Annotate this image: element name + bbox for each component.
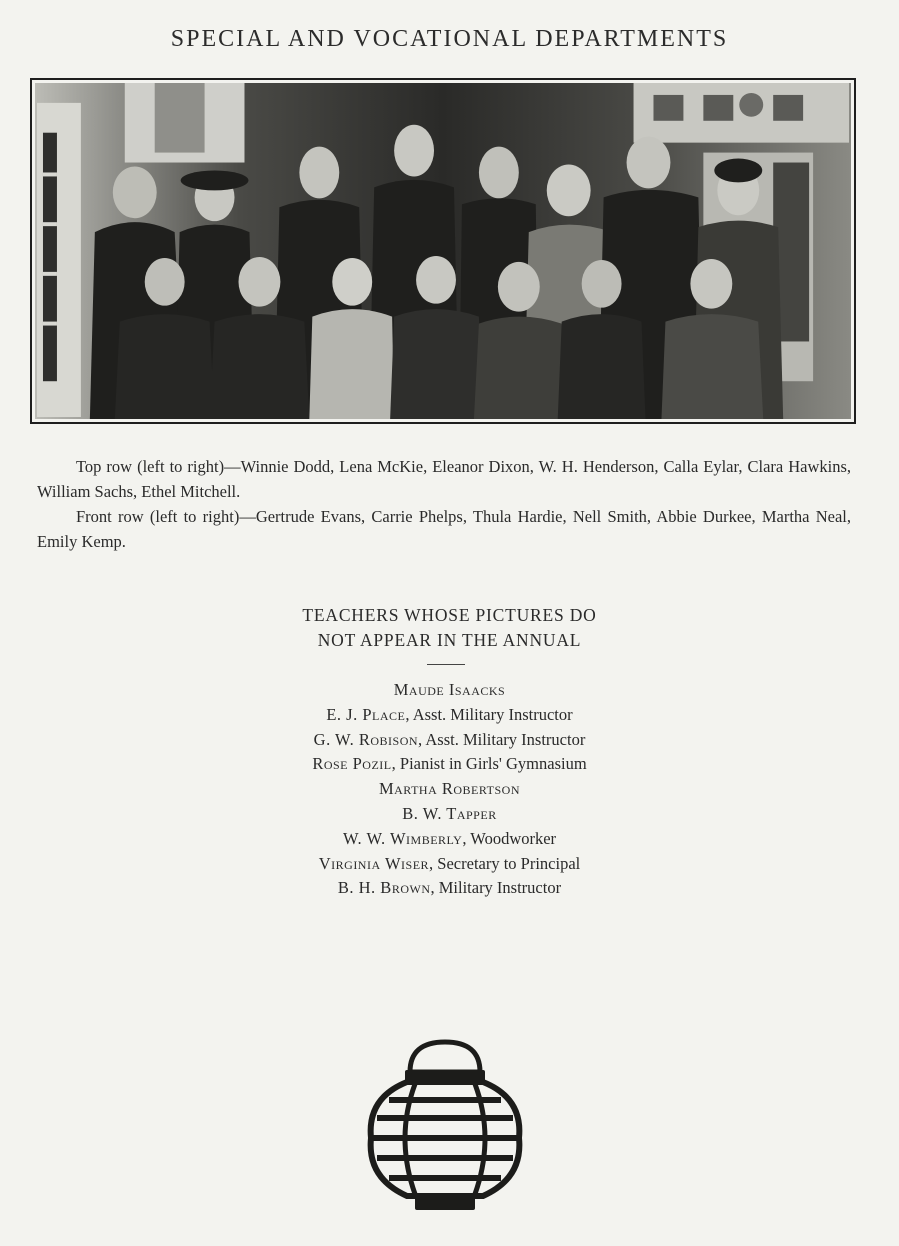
teacher-role: , Military Instructor	[430, 878, 562, 898]
teacher-role: , Pianist in Girls' Gymnasium	[391, 754, 587, 774]
teacher-name: Virginia Wiser	[318, 853, 430, 873]
teacher-role: , Secretary to Principal	[429, 853, 581, 873]
section-divider	[427, 664, 465, 665]
page-title: SPECIAL AND VOCATIONAL DEPARTMENTS	[170, 26, 729, 52]
teacher-name: Martha Robertson	[378, 779, 521, 799]
teacher-entry	[0, 802, 899, 827]
caption-top-row: Top row (left to right)—Winnie Dodd, Lena McKie, Eleanor Dixon, W. H. Henderson, Calla Eylar, Clara Hawkins, William Sachs, Ethel Mitchell.	[37, 457, 851, 501]
teacher-entry	[0, 852, 899, 877]
teacher-name: E. J. Place	[326, 704, 406, 724]
teachers-heading-line2: NOT APPEAR IN THE ANNUAL	[317, 630, 582, 650]
teacher-name: Maude Isaacks	[393, 680, 506, 699]
teachers-heading	[0, 603, 899, 653]
teacher-name: B. W. Tapper	[402, 803, 497, 823]
group-photo-image	[35, 83, 851, 419]
teacher-entry	[0, 777, 899, 802]
caption-front-row: Front row (left to right)—Gertrude Evans, Carrie Phelps, Thula Hardie, Nell Smith, Abbie Durkee, Martha Neal, Emily Kemp.	[37, 507, 851, 551]
photo-caption	[37, 454, 851, 554]
teacher-name: W. W. Wimberly	[342, 828, 463, 848]
teacher-entry	[0, 827, 899, 852]
teacher-name: B. H. Brown	[337, 878, 431, 898]
teacher-entry	[0, 703, 899, 728]
lantern-icon	[365, 1038, 525, 1216]
teacher-role: , Asst. Military Instructor	[405, 704, 573, 724]
teacher-entry	[0, 876, 899, 901]
teacher-list	[0, 678, 899, 901]
teacher-name: Rose Pozil	[312, 754, 392, 774]
teacher-entry	[0, 678, 899, 703]
teacher-entry	[0, 752, 899, 777]
teacher-role: , Woodworker	[462, 828, 557, 848]
teacher-entry	[0, 728, 899, 753]
group-photo	[30, 78, 856, 424]
teachers-heading-line1: TEACHERS WHOSE PICTURES DO	[302, 605, 597, 625]
teacher-role: , Asst. Military Instructor	[418, 729, 586, 749]
teacher-name: G. W. Robison	[313, 729, 419, 749]
